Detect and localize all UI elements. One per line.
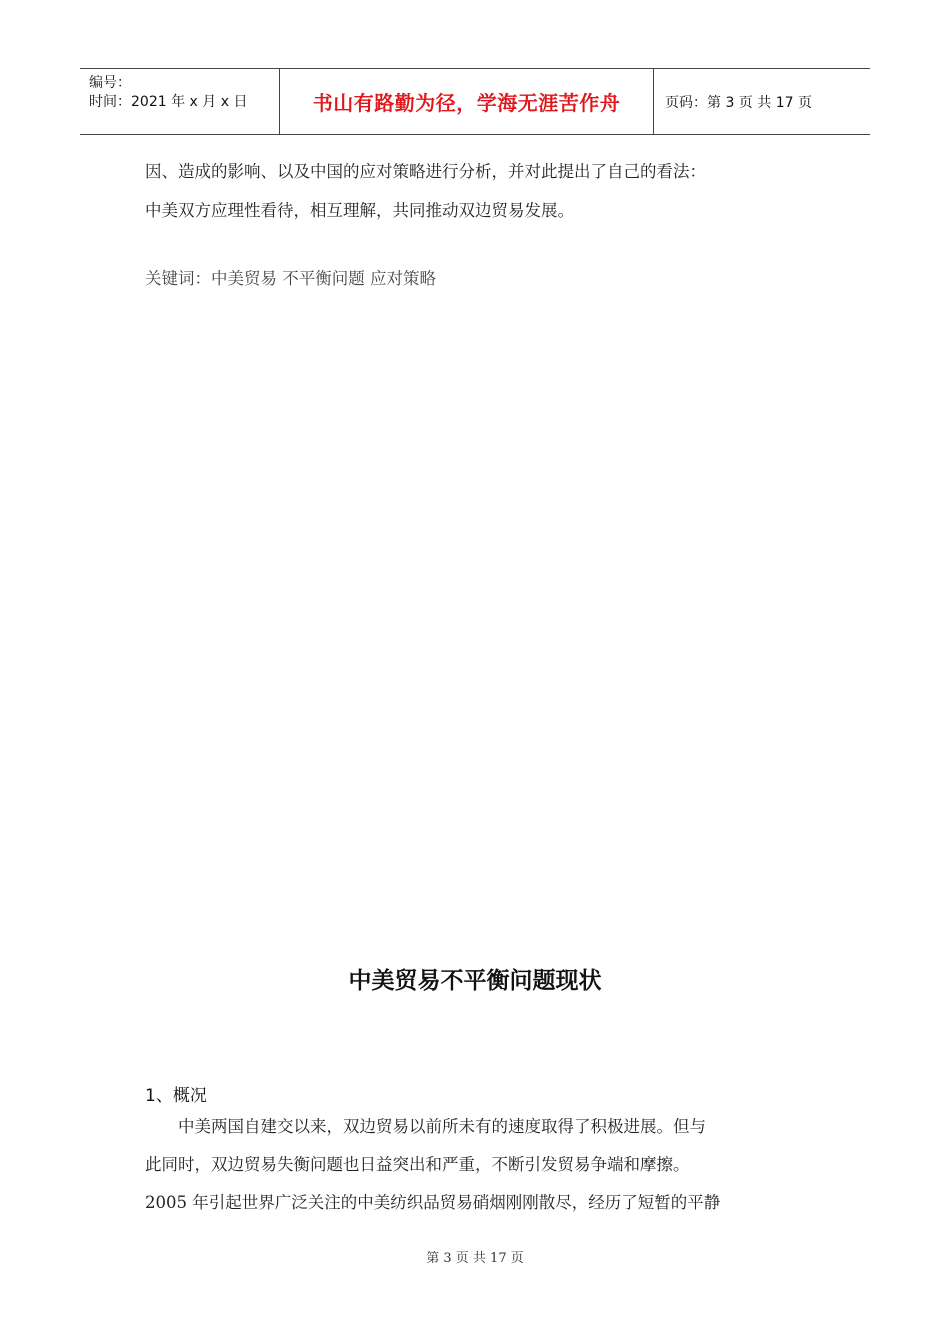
keywords-line: 关键词：中美贸易 不平衡问题 应对策略: [145, 269, 436, 288]
paragraph-line: 中美两国自建交以来，双边贸易以前所未有的速度取得了积极进展。但与: [145, 1117, 706, 1136]
section-title: 中美贸易不平衡问题现状: [348, 968, 602, 994]
section-subheading: 1、概况: [145, 1086, 207, 1106]
date-label: 时间：2021 年 x 月 x 日: [89, 94, 248, 110]
header-page-number: 页码：第 3 页 共 17 页: [665, 94, 812, 111]
page-footer: 第 3 页 共 17 页: [426, 1251, 524, 1266]
header-meta-cell: [80, 69, 280, 134]
header-page-cell: [654, 69, 870, 134]
paragraph-line: 2005 年引起世界广泛关注的中美纺织品贸易硝烟刚刚散尽，经历了短暂的平静: [145, 1193, 721, 1212]
document-header: [80, 68, 870, 135]
paragraph-line: 此同时，双边贸易失衡问题也日益突出和严重，不断引发贸易争端和摩擦。: [145, 1155, 690, 1174]
serial-number-label: 编号：: [89, 75, 131, 91]
abstract-line-2: 中美双方应理性看待，相互理解，共同推动双边贸易发展。: [145, 201, 574, 220]
header-motto-cell: [280, 69, 654, 134]
abstract-line-1: 因、造成的影响、以及中国的应对策略进行分析，并对此提出了自己的看法：: [145, 162, 706, 181]
header-motto: 书山有路勤为径，学海无涯苦作舟: [312, 91, 621, 115]
